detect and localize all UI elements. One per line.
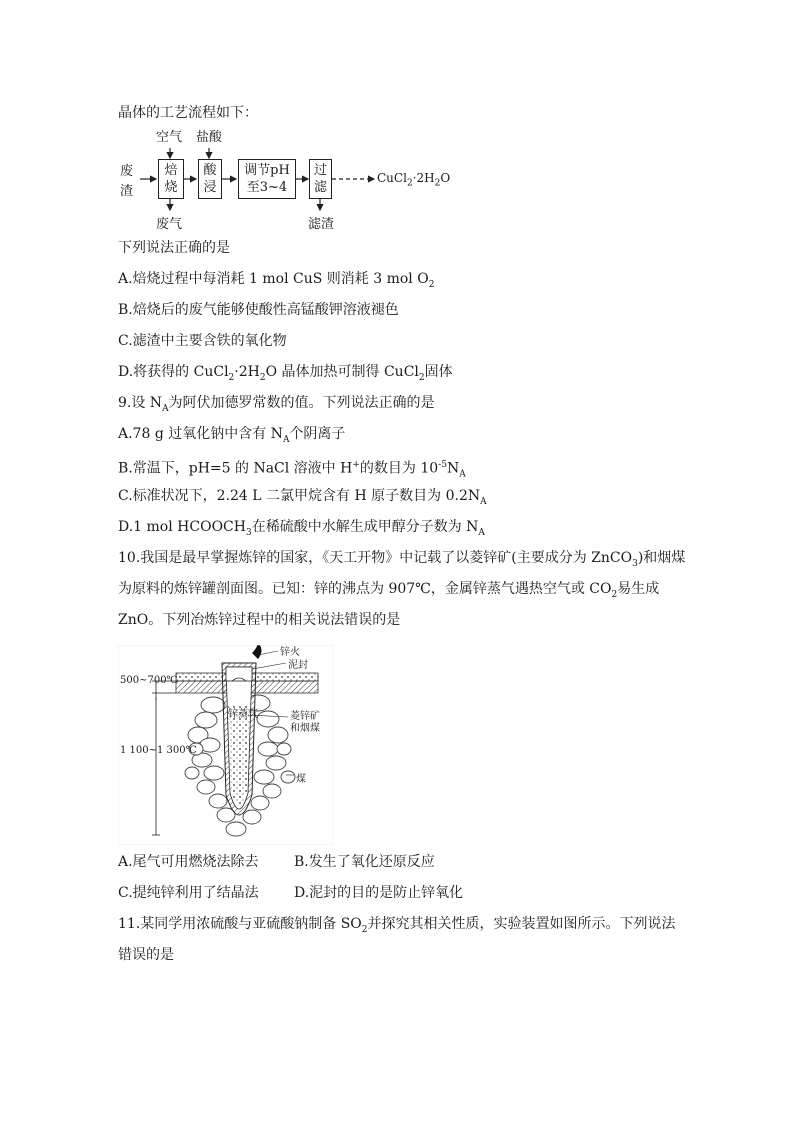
- adjust-line2: 至3~4: [246, 180, 288, 195]
- fig-mud-seal-label: 泥封: [288, 660, 308, 671]
- q11-stem-line1: 11.某同学用浓硫酸与亚硫酸钠制备 $SO_2$并探究其相关性质，实验装置如图所示。下列说法: [118, 916, 676, 935]
- fig-zinc-fire-label: 锌火: [280, 647, 300, 658]
- flow-filter-box: [309, 159, 332, 199]
- q8-option-d: D.将获得的 $CuCl_2\cdot 2H_2O$ 晶体加热可制得 CuCl$_2$固体: [118, 364, 453, 383]
- filter-char1: 过: [313, 163, 327, 178]
- q10-option-d: D.泥封的目的是防止锌氧化: [294, 885, 464, 901]
- q10-stem-line2: 为原料的炼锌罐剖面图。已知：锌的沸点为 907℃，金属锌蒸气遇热空气或 $CO_2$易生成: [118, 581, 660, 600]
- flow-waste-gas-label: 废气: [156, 217, 183, 232]
- flow-input-char2: 渣: [120, 184, 134, 199]
- q10-option-b: B.发生了氧化还原反应: [294, 854, 435, 870]
- leach-char2: 浸: [203, 180, 217, 195]
- q9-stem: 9.设 $N_A$为阿伏加德罗常数的值。下列说法正确的是: [118, 395, 435, 414]
- fig-temp-top-label: 500~700℃: [120, 675, 178, 686]
- q10-option-a: A.尾气可用燃烧法除去: [118, 854, 259, 870]
- q8-option-c: C.滤渣中主要含铁的氧化物: [118, 333, 287, 349]
- flow-leach-box: [198, 159, 222, 199]
- q9-option-a: A.78 g 过氧化钠中含有 $N_A$个阴离子: [118, 426, 346, 445]
- q11-stem-line2: 错误的是: [118, 947, 174, 963]
- fig-zinc-vapor-label: 锌蒸气: [228, 709, 258, 720]
- zinc-furnace-figure: [118, 645, 333, 845]
- roast-char1: 焙: [164, 163, 178, 178]
- flow-residue-label: 滤渣: [308, 217, 335, 232]
- q9-option-c: C.标准状况下，2.24 L 二氯甲烷含有 H 原子数目为 $0.2N_A$: [118, 488, 487, 507]
- flow-air-label: 空气: [156, 130, 183, 145]
- flow-input-char1: 废: [120, 164, 134, 179]
- flow-adjust-ph-box: [238, 159, 296, 199]
- q10-stem-line1: 10.我国是最早掌握炼锌的国家，《天工开物》中记载了以菱锌矿(主要成分为 ZnCO$_3$)和烟煤: [118, 550, 686, 569]
- intro-text: 晶体的工艺流程如下：: [118, 105, 258, 121]
- filter-char2: 滤: [313, 180, 327, 195]
- flow-roast-box: [158, 159, 184, 199]
- fig-ore-label-2: 和烟煤: [290, 723, 320, 734]
- flow-hcl-label: 盐酸: [196, 130, 223, 145]
- fig-temp-bottom-label: 1 100~1 300℃: [120, 745, 197, 756]
- q8-option-b: B.焙烧后的废气能够使酸性高锰酸钾溶液褪色: [118, 302, 399, 318]
- q8-stem: 下列说法正确的是: [118, 240, 230, 256]
- fig-ore-label-1: 菱锌矿: [290, 711, 320, 722]
- q10-option-c: C.提纯锌利用了结晶法: [118, 885, 259, 901]
- q9-option-d: D.1 mol $HCOOCH_3$在稀硫酸中水解生成甲醇分子数为 $N_A$: [118, 519, 485, 538]
- q10-stem-line3: ZnO。下列冶炼锌过程中的相关说法错误的是: [118, 612, 401, 628]
- fig-coal-label: 煤: [296, 774, 306, 785]
- leach-char1: 酸: [203, 163, 217, 178]
- flow-product-label: $CuCl_2\cdot 2H_2O$: [377, 171, 451, 189]
- q8-option-a: A.焙烧过程中每消耗 1 mol CuS 则消耗 3 mol $O_2$: [118, 271, 435, 290]
- roast-char2: 烧: [164, 180, 178, 195]
- q9-option-b: B.常温下，pH=5 的 NaCl 溶液中 H+的数目为 $10^{-5}N_A$: [118, 460, 466, 480]
- adjust-line1: 调节pH: [244, 163, 290, 178]
- process-flow-diagram: [118, 122, 451, 232]
